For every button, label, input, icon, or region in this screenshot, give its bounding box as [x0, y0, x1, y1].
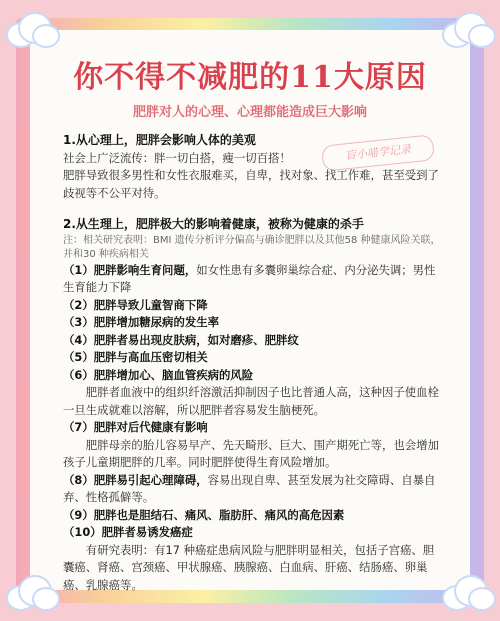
list-item-10: （10）肥胖者易诱发癌症 [63, 525, 193, 539]
page-subtitle: 肥胖对人的心理、心理都能造成巨大影响 [132, 105, 367, 120]
article-body [63, 132, 443, 594]
list-item-10-detail: 有研究表明：有17 种癌症患病风险与肥胖明显相关，包括子宫癌、胆囊癌、肾癌、宫颈癌、甲状腺癌、胰腺癌、白血病、肝癌、结肠癌、卵巢癌、乳腺癌等。 [63, 542, 435, 592]
section2-note: 注：相关研究表明：BMI 遗传分析评分偏高与确诊肥胖以及其他58 种健康风险关联，并和30 种疾病相关 [63, 234, 441, 260]
section1-line2: 肥胖导致很多男性和女性衣服难买，自卑，找对象、找工作难，甚至受到了歧视等不公平对待。 [63, 168, 439, 200]
page-title: 你不得不减肥的11大原因 [73, 60, 427, 95]
list-item-7: （7）肥胖对后代健康有影响 [63, 420, 208, 434]
list-item-2: （2）肥胖导致儿童智商下降 [63, 297, 208, 312]
list-item-6: （6）肥胖增加心、脑血管疾病的风险 [63, 367, 254, 382]
cloud-icon-bottom-right [442, 575, 494, 609]
list-item-8: （8）肥胖易引起心理障碍，容易出现自卑、甚至发展为社交障碍、自暴自弃、性格孤僻等。 [63, 472, 436, 504]
list-item-1: （1）肥胖影响生育问题，如女性患有多囊卵巢综合症、内分泌失调；男性生育能力下降 [63, 262, 436, 294]
section2-heading: 2.从生理上，肥胖极大的影响着健康，被称为健康的杀手 [63, 217, 364, 231]
watermark-stamp: 盲小喵学记录 [321, 134, 435, 172]
list-item-3: （3）肥胖增加糖尿病的发生率 [63, 315, 220, 329]
cloud-icon-top-right [442, 12, 494, 46]
list-item-5: （5）肥胖与高血压密切相关 [63, 350, 208, 364]
section1-heading: 1.从心理上，肥胖会影响人体的美观 [63, 133, 256, 147]
list-item-9: （9）肥胖也是胆结石、痛风、脂肪肝、痛风的高危因素 [63, 507, 345, 522]
cloud-icon-top-left [6, 12, 58, 46]
list-item-7-detail: 肥胖母亲的胎儿容易早产、先天畸形、巨大、围产期死亡等，也会增加孩子儿童期肥胖的几率。同时肥胖使得生育风险增加。 [63, 437, 439, 469]
cloud-icon-bottom-left [6, 575, 58, 609]
list-item-4: （4）肥胖者易出现皮肤病，如对磨疹、肥胖纹 [63, 332, 299, 347]
list-item-6-detail: 肥胖者血液中的组织纤溶激活抑制因子也比普通人高，这种因子使血栓一旦生成就难以溶解，所以肥胖者容易发生脑梗死。 [63, 385, 439, 417]
section1-line1: 社会上广泛流传：胖一切白搭，瘦一切百搭！ [63, 150, 291, 165]
